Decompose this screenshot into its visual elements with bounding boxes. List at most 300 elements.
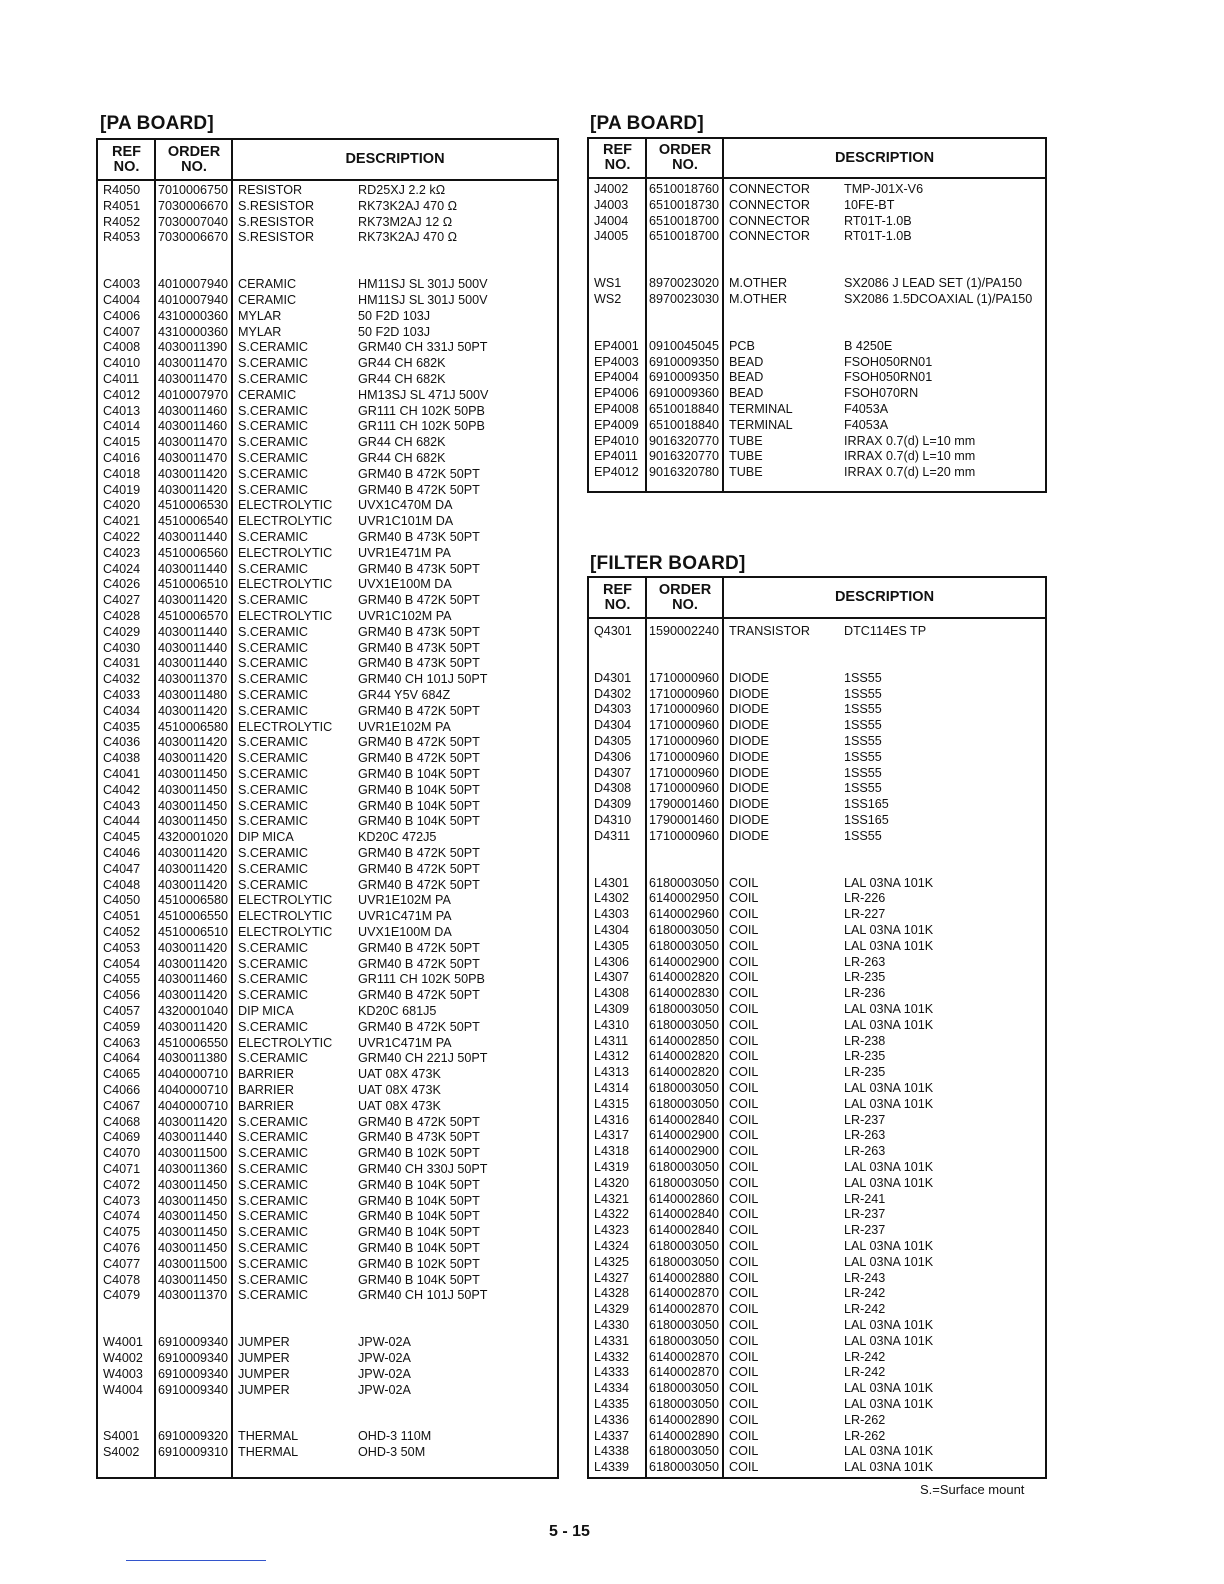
order-no-cell: 4040000710 (158, 1083, 229, 1097)
table-row (98, 215, 557, 231)
order-no-cell: 4320001020 (158, 830, 229, 845)
part-spec-cell: LR-262 (844, 1412, 886, 1427)
ref-no-cell: L4301 (594, 875, 630, 890)
ref-no-cell: C4068 (103, 1114, 141, 1129)
table-row (98, 925, 557, 941)
part-type-cell: S.CERAMIC (238, 1193, 308, 1208)
table-row (98, 1099, 557, 1115)
order-no-cell: 4030011420 (158, 1019, 228, 1034)
part-type-cell: BARRIER (238, 1067, 294, 1082)
part-spec-cell: UVX1E100M DA (358, 577, 452, 592)
order-no-cell: 6140002890 (649, 1412, 720, 1427)
ref-no-cell: D4301 (594, 670, 632, 685)
order-no-cell: 6140002950 (649, 891, 720, 906)
part-spec-cell: 1SS55 (844, 686, 882, 701)
order-no-cell: 6140002870 (649, 1365, 720, 1380)
order-no-cell: 1590002240 (649, 624, 720, 638)
part-spec-cell: GRM40 B 472K 50PT (358, 735, 480, 750)
table-row (98, 1036, 557, 1052)
table-row (589, 465, 1045, 481)
part-spec-cell: GRM40 B 473K 50PT (358, 640, 480, 655)
table-row (589, 1413, 1045, 1429)
table-row (98, 1241, 557, 1257)
ref-no-cell: C4020 (103, 498, 141, 513)
part-type-cell: COIL (729, 907, 759, 922)
pa-board-title-left: [PA BOARD] (100, 113, 214, 134)
part-spec-cell: JPW-02A (358, 1382, 411, 1397)
ref-no-cell: W4003 (103, 1366, 143, 1381)
part-type-cell: S.CERAMIC (238, 846, 308, 860)
part-spec-cell: IRRAX 0.7(d) L=20 mm (844, 465, 976, 480)
order-no-cell: 6510018760 (649, 182, 720, 196)
part-type-cell: S.CERAMIC (238, 703, 308, 718)
table-row (589, 1255, 1045, 1271)
pa-board-title-right: [PA BOARD] (590, 113, 704, 134)
part-spec-cell: 50 F2D 103J (358, 324, 431, 339)
part-type-cell: COIL (729, 1112, 759, 1127)
part-spec-cell: GRM40 CH 221J 50PT (358, 1051, 488, 1066)
table-row (589, 1334, 1045, 1350)
ref-no-cell: C4076 (103, 1241, 141, 1255)
ref-no-cell: C4004 (103, 293, 141, 307)
part-type-cell: CERAMIC (238, 387, 297, 402)
part-spec-cell: RK73K2AJ 470 Ω (358, 230, 458, 245)
part-type-cell: S.CERAMIC (238, 940, 308, 955)
ref-no-cell: C4067 (103, 1098, 141, 1113)
order-no-cell: 4510006510 (158, 577, 229, 592)
table-row (589, 276, 1045, 292)
ref-no-cell: L4329 (594, 1302, 630, 1317)
ref-no-cell: C4029 (103, 624, 141, 639)
table-row (98, 498, 557, 514)
part-type-cell: COIL (729, 970, 759, 985)
order-no-cell: 6180003050 (649, 1333, 720, 1348)
part-spec-cell: GRM40 B 104K 50PT (358, 1177, 480, 1192)
part-type-cell: COIL (729, 1365, 759, 1380)
ref-no-cell: EP4012 (594, 465, 639, 480)
table-row (589, 986, 1045, 1002)
part-type-cell: S.RESISTOR (238, 214, 315, 229)
table-row (589, 339, 1045, 355)
table-row (98, 814, 557, 830)
part-type-cell: S.CERAMIC (238, 672, 308, 687)
part-type-cell: COIL (729, 1049, 759, 1064)
order-no-cell: 6180003050 (649, 1444, 720, 1459)
part-spec-cell: GRM40 B 472K 50PT (358, 940, 480, 955)
part-spec-cell: SX2086 1.5DCOAXIAL (1)/PA150 (844, 292, 1033, 306)
order-no-cell: 6180003050 (649, 1017, 720, 1032)
part-spec-cell: LAL 03NA 101K (844, 1444, 934, 1459)
order-no-cell: 4030011370 (158, 672, 228, 687)
ref-no-cell: EP4004 (594, 370, 639, 385)
order-no-cell: 0910045045 (649, 338, 720, 353)
part-type-cell: S.CERAMIC (238, 1272, 308, 1287)
order-no-cell: 6140002900 (649, 954, 720, 969)
order-no-cell: 4320001040 (158, 1004, 229, 1018)
ref-no-cell: R4052 (103, 214, 141, 229)
part-type-cell: COIL (729, 1033, 759, 1048)
ref-no-cell: L4307 (594, 970, 630, 985)
part-type-cell: CONNECTOR (729, 197, 810, 212)
part-spec-cell: RD25XJ 2.2 kΩ (358, 183, 446, 197)
order-no-cell: 4030011450 (158, 782, 228, 797)
ref-no-cell: R4051 (103, 198, 141, 213)
part-type-cell: BEAD (729, 386, 764, 401)
part-type-cell: S.CERAMIC (238, 798, 308, 813)
order-no-cell: 4030011390 (158, 340, 228, 355)
order-no-cell: 9016320770 (649, 449, 720, 464)
order-no-cell: 4510006510 (158, 925, 229, 939)
order-no-cell: 4030011420 (158, 1114, 228, 1129)
part-spec-cell: LAL 03NA 101K (844, 1002, 934, 1016)
part-spec-cell: 1SS55 (844, 718, 882, 733)
part-type-cell: COIL (729, 1412, 759, 1427)
part-type-cell: S.CERAMIC (238, 419, 308, 434)
ref-no-cell: L4321 (594, 1191, 630, 1206)
part-type-cell: COIL (729, 891, 759, 906)
order-no-cell: 4510006570 (158, 609, 229, 623)
order-no-cell: 1710000960 (649, 828, 720, 843)
part-spec-cell: GR44 CH 682K (358, 372, 446, 386)
ref-no-cell: C4043 (103, 798, 141, 813)
part-spec-cell: LAL 03NA 101K (844, 1381, 934, 1396)
part-spec-cell: GRM40 B 104K 50PT (358, 782, 480, 797)
part-type-cell: ELECTROLYTIC (238, 609, 333, 623)
part-type-cell: M.OTHER (729, 276, 788, 291)
order-no-cell: 4030011480 (158, 688, 228, 702)
pa-board-table-right (587, 137, 1047, 493)
ref-no-cell: C4064 (103, 1051, 141, 1066)
ref-no-cell: W4001 (103, 1335, 143, 1350)
part-type-cell: S.CERAMIC (238, 435, 308, 450)
part-spec-cell: 1SS165 (844, 797, 889, 812)
table-row (98, 1020, 557, 1036)
ref-no-header: REF NO. (603, 581, 632, 613)
ref-no-cell: EP4009 (594, 417, 639, 432)
table-row (589, 1302, 1045, 1318)
ref-no-cell: Q4301 (594, 624, 632, 638)
table-row (98, 1051, 557, 1067)
part-spec-cell: UVR1E102M PA (358, 893, 451, 908)
part-spec-cell: LAL 03NA 101K (844, 1318, 934, 1332)
table-row (98, 1083, 557, 1099)
ref-no-cell: C4027 (103, 593, 141, 608)
ref-no-cell: C4051 (103, 909, 141, 924)
order-no-cell: 4030011420 (158, 861, 228, 876)
order-no-cell: 4030011420 (158, 988, 228, 1003)
part-spec-cell: LAL 03NA 101K (844, 1397, 934, 1411)
table-row (589, 766, 1045, 782)
table-row (589, 750, 1045, 766)
ref-no-cell: C4007 (103, 324, 141, 339)
table-row (98, 309, 557, 325)
part-type-cell: ELECTROLYTIC (238, 893, 333, 908)
ref-no-cell: L4331 (594, 1333, 630, 1348)
part-type-cell: S.CERAMIC (238, 1162, 308, 1176)
part-spec-cell: FSOH070RN (844, 386, 919, 401)
ref-no-cell: C4073 (103, 1193, 141, 1208)
ref-no-cell: D4306 (594, 749, 632, 764)
description-header: DESCRIPTION (345, 151, 445, 167)
order-no-cell: 8970023020 (649, 276, 720, 291)
description-header: DESCRIPTION (834, 589, 935, 605)
part-spec-cell: GRM40 B 472K 50PT (358, 956, 480, 971)
part-spec-cell: LR-235 (844, 1065, 886, 1080)
part-type-cell: S.CERAMIC (238, 466, 308, 481)
part-type-cell: S.CERAMIC (238, 751, 308, 766)
order-no-cell: 7010006750 (158, 183, 229, 197)
part-type-cell: S.CERAMIC (238, 814, 308, 829)
order-no-cell: 4030011450 (158, 1193, 228, 1208)
table-row (98, 783, 557, 799)
ref-no-cell: C4021 (103, 514, 141, 529)
table-row (98, 530, 557, 546)
table-row (98, 1351, 557, 1367)
part-spec-cell: GRM40 B 104K 50PT (358, 1209, 480, 1224)
table-row (98, 562, 557, 578)
order-no-cell: 4030011500 (158, 1256, 228, 1271)
order-no-cell: 4030011440 (158, 530, 228, 544)
order-no-cell: 8970023030 (649, 292, 720, 306)
part-type-cell: ELECTROLYTIC (238, 925, 333, 939)
table-row (98, 1209, 557, 1225)
part-spec-cell: IRRAX 0.7(d) L=10 mm (844, 449, 976, 464)
part-type-cell: CERAMIC (238, 293, 297, 307)
table-header (589, 578, 1045, 619)
part-spec-cell: GR44 Y5V 684Z (358, 688, 451, 702)
table-header (589, 139, 1045, 179)
table-row (98, 688, 557, 704)
part-spec-cell: GRM40 CH 101J 50PT (358, 1288, 488, 1303)
part-spec-cell: 50 F2D 103J (358, 308, 431, 323)
order-no-cell: 4030011450 (158, 1241, 228, 1255)
order-no-cell: 4030011450 (158, 1225, 228, 1240)
part-spec-cell: LAL 03NA 101K (844, 1096, 934, 1111)
order-no-cell: 6180003050 (649, 1239, 720, 1253)
part-spec-cell: RK73M2AJ 12 Ω (358, 214, 453, 229)
table-row (98, 972, 557, 988)
ref-no-cell: C4079 (103, 1288, 141, 1303)
ref-no-cell: C4050 (103, 893, 141, 908)
ref-no-cell: S4001 (103, 1429, 140, 1444)
part-spec-cell: LAL 03NA 101K (844, 875, 934, 890)
part-spec-cell: GRM40 B 472K 50PT (358, 1114, 480, 1129)
ref-no-cell: C4008 (103, 340, 141, 355)
part-spec-cell: GR44 CH 682K (358, 356, 446, 371)
table-row (589, 229, 1045, 245)
order-no-cell: 6910009340 (158, 1351, 229, 1365)
table-row (98, 199, 557, 215)
ref-no-cell: C4018 (103, 466, 141, 481)
order-no-header: ORDER NO. (167, 143, 221, 175)
table-row (589, 449, 1045, 465)
part-type-cell: S.CERAMIC (238, 1177, 308, 1192)
ref-no-cell: L4333 (594, 1365, 630, 1380)
part-spec-cell: LR-237 (844, 1207, 886, 1222)
part-spec-cell: LAL 03NA 101K (844, 1333, 934, 1348)
part-type-cell: COIL (729, 1207, 759, 1222)
order-no-cell: 6510018730 (649, 197, 720, 212)
ref-no-cell: C4059 (103, 1019, 141, 1034)
ref-no-cell: C4023 (103, 545, 141, 560)
part-type-cell: DIODE (729, 749, 769, 764)
part-type-cell: DIODE (729, 718, 769, 733)
order-no-cell: 6180003050 (649, 1160, 720, 1174)
part-type-cell: JUMPER (238, 1351, 290, 1365)
table-row (589, 1223, 1045, 1239)
part-type-cell: COIL (729, 1270, 759, 1285)
ref-no-cell: D4308 (594, 781, 632, 796)
part-type-cell: DIODE (729, 797, 769, 812)
table-row (98, 909, 557, 925)
part-spec-cell: LR-242 (844, 1365, 886, 1380)
table-row (98, 404, 557, 420)
part-type-cell: S.CERAMIC (238, 1209, 308, 1224)
order-no-cell: 4310000360 (158, 324, 229, 339)
ref-no-cell: EP4010 (594, 433, 639, 448)
part-spec-cell: GRM40 B 472K 50PT (358, 703, 480, 718)
table-row (589, 1034, 1045, 1050)
order-no-header: ORDER NO. (658, 142, 712, 173)
table-row (589, 214, 1045, 230)
part-type-cell: TERMINAL (729, 402, 793, 416)
table-row (589, 1192, 1045, 1208)
order-no-cell: 4010007970 (158, 387, 229, 402)
part-spec-cell: GRM40 B 472K 50PT (358, 988, 480, 1003)
table-row (98, 546, 557, 562)
table-row (589, 1176, 1045, 1192)
table-row (589, 734, 1045, 750)
part-spec-cell: LAL 03NA 101K (844, 1017, 934, 1032)
order-no-cell: 6140002900 (649, 1144, 720, 1159)
part-type-cell: DIP MICA (238, 830, 294, 845)
ref-no-cell: C4048 (103, 877, 141, 892)
order-no-cell: 4030011420 (158, 751, 228, 766)
ref-no-cell: C4034 (103, 703, 141, 718)
table-row (98, 1445, 557, 1461)
part-type-cell: COIL (729, 1397, 759, 1411)
ref-no-cell: C4012 (103, 387, 141, 402)
table-row (589, 182, 1045, 198)
order-no-cell: 9016320770 (649, 433, 720, 448)
table-row (98, 767, 557, 783)
order-no-cell: 6180003050 (649, 938, 720, 953)
ref-no-cell: C4032 (103, 672, 141, 687)
order-no-cell: 6910009340 (158, 1382, 229, 1397)
ref-no-cell: L4319 (594, 1160, 630, 1174)
ref-no-cell: L4324 (594, 1239, 630, 1253)
part-spec-cell: UVR1E471M PA (358, 545, 451, 560)
ref-no-cell: C4077 (103, 1256, 141, 1271)
filter-board-table (587, 576, 1047, 1479)
ref-no-cell: L4332 (594, 1349, 630, 1364)
part-spec-cell: LR-242 (844, 1286, 886, 1301)
ref-no-cell: L4328 (594, 1286, 630, 1301)
part-type-cell: COIL (729, 1175, 759, 1190)
part-spec-cell: 1SS55 (844, 828, 882, 843)
table-row (98, 577, 557, 593)
table-row (589, 1002, 1045, 1018)
part-type-cell: S.CERAMIC (238, 1225, 308, 1240)
order-no-cell: 4030011460 (158, 419, 228, 434)
order-no-cell: 6140002870 (649, 1302, 720, 1317)
table-row (589, 813, 1045, 829)
part-type-cell: COIL (729, 1096, 759, 1111)
table-row (98, 372, 557, 388)
part-type-cell: S.CERAMIC (238, 861, 308, 876)
part-spec-cell: LR-227 (844, 907, 886, 922)
part-type-cell: BEAD (729, 354, 764, 369)
order-no-cell: 6910009360 (649, 386, 720, 401)
ref-no-cell: L4304 (594, 923, 630, 937)
order-no-cell: 6180003050 (649, 1318, 720, 1332)
part-spec-cell: JPW-02A (358, 1366, 411, 1381)
pa-board-table-left (96, 138, 559, 1479)
ref-no-cell: EP4001 (594, 338, 639, 353)
part-type-cell: S.CERAMIC (238, 1019, 308, 1034)
part-type-cell: DIODE (729, 765, 769, 780)
table-row (589, 955, 1045, 971)
ref-no-cell: D4305 (594, 734, 632, 748)
order-no-cell: 4030011470 (158, 372, 228, 386)
part-spec-cell: LAL 03NA 101K (844, 1239, 934, 1253)
table-row (98, 799, 557, 815)
table-row (589, 1350, 1045, 1366)
ref-no-cell: C4036 (103, 735, 141, 750)
ref-no-cell: D4310 (594, 813, 632, 827)
order-no-cell: 6180003050 (649, 1381, 720, 1396)
part-spec-cell: LR-235 (844, 1049, 886, 1064)
ref-no-cell: C4003 (103, 277, 141, 292)
order-no-cell: 4030011420 (158, 877, 228, 892)
part-type-cell: ELECTROLYTIC (238, 545, 333, 560)
part-spec-cell: GRM40 B 472K 50PT (358, 846, 480, 860)
part-type-cell: CONNECTOR (729, 182, 810, 196)
part-type-cell: S.CERAMIC (238, 956, 308, 971)
part-spec-cell: GRM40 B 104K 50PT (358, 1241, 480, 1255)
table-row (98, 941, 557, 957)
table-row (98, 641, 557, 657)
order-no-cell: 6910009340 (158, 1335, 229, 1350)
part-spec-cell: GRM40 B 472K 50PT (358, 593, 480, 608)
ref-no-cell: J4003 (594, 197, 629, 212)
table-row (98, 435, 557, 451)
part-spec-cell: GR111 CH 102K 50PB (358, 419, 485, 434)
table-row (589, 402, 1045, 418)
order-no-cell: 6140002870 (649, 1349, 720, 1364)
part-spec-cell: GR111 CH 102K 50PB (358, 403, 485, 418)
order-no-cell: 6910009320 (158, 1429, 229, 1444)
ref-no-cell: C4057 (103, 1004, 141, 1018)
part-spec-cell: FSOH050RN01 (844, 370, 933, 385)
table-row (589, 1239, 1045, 1255)
part-type-cell: S.CERAMIC (238, 1051, 308, 1066)
table-row (98, 340, 557, 356)
part-type-cell: S.CERAMIC (238, 1146, 308, 1161)
table-row (98, 1429, 557, 1445)
part-spec-cell: KD20C 472J5 (358, 830, 437, 845)
order-no-cell: 6140002840 (649, 1112, 720, 1127)
part-type-cell: ELECTROLYTIC (238, 498, 333, 513)
part-spec-cell: UVR1C471M PA (358, 1035, 452, 1050)
part-type-cell: JUMPER (238, 1366, 290, 1381)
part-type-cell: CONNECTOR (729, 229, 810, 244)
order-no-cell: 6140002830 (649, 986, 720, 1001)
table-row (98, 704, 557, 720)
part-type-cell: MYLAR (238, 308, 282, 323)
order-no-cell: 4040000710 (158, 1098, 229, 1113)
ref-no-cell: EP4011 (594, 449, 638, 464)
